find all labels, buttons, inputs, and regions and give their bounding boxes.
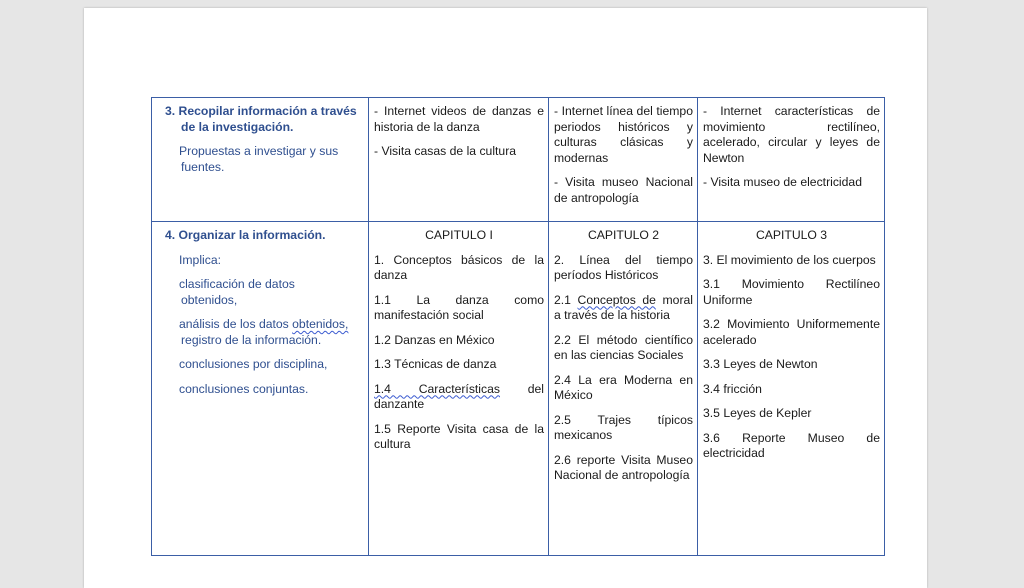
spellcheck-word[interactable]: obtenidos, [292,317,349,331]
description-line: clasificación de datos [179,277,295,291]
description-line: conclusiones por disciplina, [179,357,328,371]
table-cell [152,222,369,556]
table-cell [549,98,698,222]
description-line: Propuestas a investigar y sus [179,144,339,158]
table-row [152,222,885,556]
chapter-item: 1.1 La danza como manifestación social [374,292,544,322]
description-line: Implica: [179,252,221,267]
chapter-item: 3.4 fricción [703,381,762,396]
description-line: registro de la información. [181,332,322,347]
description-line: análisis de los datos [179,317,293,331]
spellcheck-word[interactable]: 1.4 Características [374,381,500,396]
chapter-item [374,382,544,413]
item-text: 2.1 [554,292,578,307]
heading-line: de la investigación. [181,119,294,134]
table-cell [698,98,885,222]
table-cell [369,222,549,556]
table-cell [549,222,698,556]
cell-paragraph: - Internet línea del tiempo periodos históricos y culturas clásicas y modernas [554,104,693,165]
step-heading: 4. Organizar la información. [165,228,326,242]
cell-paragraph: - Internet características de movimiento rectilíneo, acelerado, circular y leyes de Newton [703,104,880,165]
cell-paragraph: - Visita museo de electricidad [703,175,862,189]
chapter-item: 3.2 Movimiento Uniformemente acelerado [703,317,880,347]
chapter-item: 1.5 Reporte Visita casa de la cultura [374,421,544,451]
chapter-item: 3.6 Reporte Museo de electricidad [703,430,880,460]
step-description [179,144,364,175]
chapter-item: 1. Conceptos básicos de la danza [374,252,544,282]
description-item [179,277,364,308]
step-heading [165,104,364,135]
cell-paragraph: - Visita casas de la cultura [374,144,517,158]
chapter-item: 2.6 reporte Visita Museo Nacional de antropología [554,452,693,482]
cell-paragraph: - Visita museo Nacional de antropología [554,175,693,205]
description-line: conclusiones conjuntas. [179,381,309,396]
item-text: del danzante [374,381,544,411]
chapter-item: 2. Línea del tiempo períodos Históricos [554,252,693,282]
chapter-item: 2.4 La era Moderna en México [554,372,693,402]
chapter-title: CAPITULO I [425,228,493,242]
chapter-title: CAPITULO 3 [755,228,828,242]
chapter-item: 2.5 Trajes típicos mexicanos [554,412,693,442]
chapter-item [554,293,693,324]
chapter-item: 3. El movimiento de los cuerpos [703,252,876,267]
description-line: obtenidos, [181,292,238,307]
table-cell [698,222,885,556]
cell-paragraph: - Internet videos de danzas e historia de la danza [374,104,544,134]
chapter-item: 3.3 Leyes de Newton [703,357,818,371]
description-item [179,317,364,348]
chapter-item: 3.1 Movimiento Rectilíneo Uniforme [703,277,880,307]
table-row [152,98,885,222]
document-page [84,8,927,588]
heading-line: 3. Recopilar información a través [165,104,357,118]
chapter-item: 1.2 Danzas en México [374,332,495,347]
chapter-item: 1.3 Técnicas de danza [374,357,497,371]
table-cell [152,98,369,222]
planning-table [151,97,885,556]
chapter-item: 2.2 El método científico en las ciencias Sociales [554,332,693,362]
chapter-item: 3.5 Leyes de Kepler [703,406,812,420]
spellcheck-word[interactable]: Conceptos de [577,292,656,307]
item-text: moral a través de la historia [554,292,693,322]
description-line: fuentes. [181,159,225,174]
table-cell [369,98,549,222]
chapter-title: CAPITULO 2 [587,228,660,242]
